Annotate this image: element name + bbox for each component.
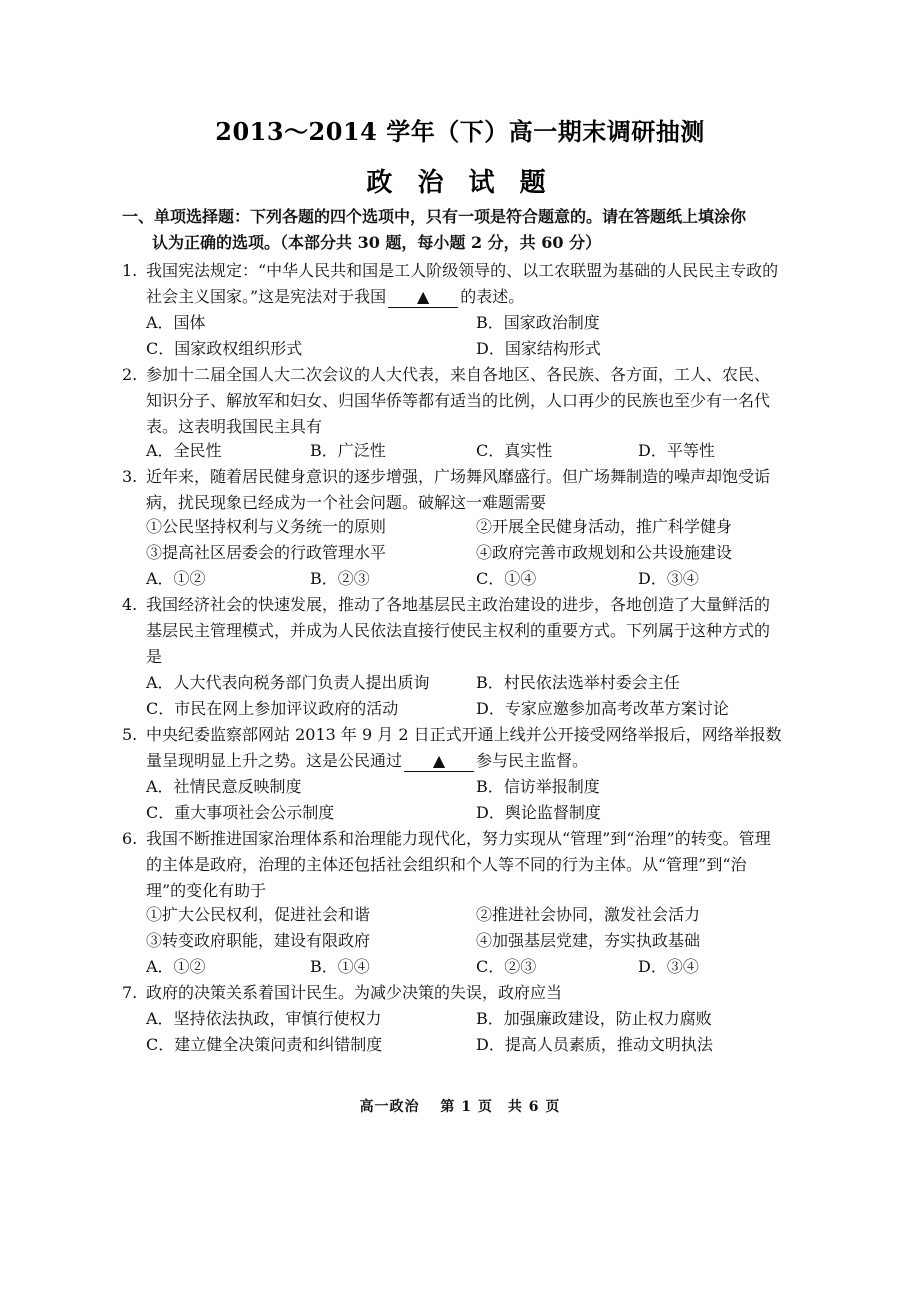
- option-d: D．提高人员素质，推动文明执法: [476, 1035, 713, 1054]
- question-stem: 我国宪法规定：“中华人民共和国是工人阶级领导的、以工农联盟为基础的人民民主专政的社会主义国家。”这是宪法对于我国 ▲ 的表述。: [146, 261, 779, 306]
- question-stem: 近年来，随着居民健身意识的逐步增强，广场舞风靡盛行。但广场舞制造的噪声却饱受诟病，扰民现象已经成为一个社会问题。破解这一难题需要: [146, 467, 771, 512]
- option-b: B．信访举报制度: [476, 777, 600, 796]
- triangle-icon: ▲: [432, 751, 446, 770]
- question-number: 3.: [122, 467, 138, 486]
- option-b: B．加强廉政建设，防止权力腐败: [476, 1009, 712, 1028]
- question-4-options-row-2: [146, 696, 766, 722]
- option-a: A．国体: [146, 313, 206, 332]
- question-5-options-row-1: [146, 774, 766, 800]
- statement-1: ①扩大公民权利，促进社会和谐: [146, 905, 371, 924]
- option-c: C．①④: [476, 569, 537, 588]
- question-4: [122, 592, 782, 670]
- question-2-options: [146, 438, 766, 464]
- option-c: C．市民在网上参加评议政府的活动: [146, 699, 399, 718]
- question-number: 1.: [122, 261, 138, 280]
- statement-1: ①公民坚持权利与义务统一的原则: [146, 517, 387, 536]
- option-a: A．坚持依法执政，审慎行使权力: [146, 1009, 382, 1028]
- option-d: D．国家结构形式: [476, 339, 601, 358]
- question-number: 7.: [122, 983, 138, 1002]
- statement-2: ②开展全民健身活动，推广科学健身: [476, 517, 733, 536]
- question-number: 2.: [122, 365, 138, 384]
- statement-3: ③提高社区居委会的行政管理水平: [146, 543, 387, 562]
- answer-blank: [388, 287, 458, 308]
- question-5: [122, 722, 782, 774]
- section-instructions: [122, 204, 782, 256]
- question-6-items-row-2: [146, 928, 766, 954]
- statement-4: ④政府完善市政规划和公共设施建设: [476, 543, 733, 562]
- question-stem: 中央纪委监察部网站 2013 年 9 月 2 日正式开通上线并公开接受网络举报后，网络举报数量呈现明显上升之势。这是公民通过 ▲ 参与民主监督。: [146, 725, 782, 770]
- page-footer: 高一政治 第 1 页 共 6 页: [359, 1099, 561, 1115]
- question-5-options-row-2: [146, 800, 766, 826]
- option-d: D．③④: [638, 569, 699, 588]
- question-stem: 政府的决策关系着国计民生。为减少决策的失误，政府应当: [146, 983, 563, 1002]
- question-6-items-row-1: [146, 902, 766, 928]
- question-1-options-row-1: [146, 310, 766, 336]
- option-b: B．①④: [310, 957, 370, 976]
- statement-2: ②推进社会协同，激发社会活力: [476, 905, 701, 924]
- question-3-options: [146, 566, 766, 592]
- option-a: A．全民性: [146, 441, 222, 460]
- question-7-options-row-2: [146, 1032, 766, 1058]
- option-d: D．专家应邀参加高考改革方案讨论: [476, 699, 729, 718]
- question-2: [122, 362, 782, 440]
- option-b: B．广泛性: [310, 441, 386, 460]
- question-3-items-row-1: [146, 514, 766, 540]
- question-number: 4.: [122, 595, 138, 614]
- option-a: A．①②: [146, 569, 206, 588]
- question-6-options: [146, 954, 766, 980]
- option-c: C．真实性: [476, 441, 553, 460]
- option-a: A．人大代表向税务部门负责人提出质询: [146, 673, 430, 692]
- triangle-icon: ▲: [417, 287, 430, 306]
- question-stem: 我国经济社会的快速发展，推动了各地基层民主政治建设的进步，各地创造了大量鲜活的基层民主管理模式，并成为人民依法直接行使民主权利的重要方式。下列属于这种方式的是: [146, 595, 771, 666]
- question-number: 6.: [122, 829, 138, 848]
- option-b: B．村民依法选举村委会主任: [476, 673, 680, 692]
- option-c: C．重大事项社会公示制度: [146, 803, 335, 822]
- exam-subject: 政 治 试 题: [366, 168, 554, 198]
- question-number: 5.: [122, 725, 138, 744]
- question-4-options-row-1: [146, 670, 766, 696]
- question-7-options-row-1: [146, 1006, 766, 1032]
- section-line-1: 一、单项选择题：下列各题的四个选项中，只有一项是符合题意的。请在答题纸上填涂你: [122, 207, 747, 226]
- exam-title: 2013～2014 学年（下）高一期末调研抽测: [215, 117, 705, 146]
- section-line-2: 认为正确的选项。（本部分共 30 题，每小题 2 分，共 60 分）: [152, 233, 602, 252]
- option-d: D．③④: [638, 957, 699, 976]
- option-c: C．建立健全决策问责和纠错制度: [146, 1035, 383, 1054]
- question-stem: 我国不断推进国家治理体系和治理能力现代化，努力实现从“管理”到“治理”的转变。管理的主体是政府，治理的主体还包括社会组织和个人等不同的行为主体。从“管理”到“治理”的变化有助于: [146, 829, 771, 900]
- question-6: [122, 826, 782, 904]
- question-7: [122, 980, 782, 1006]
- question-1-options-row-2: [146, 336, 766, 362]
- option-d: D．平等性: [638, 441, 715, 460]
- answer-blank: [404, 751, 474, 772]
- option-b: B．国家政治制度: [476, 313, 600, 332]
- question-stem: 参加十二届全国人大二次会议的人大代表，来自各地区、各民族、各方面，工人、农民、知识分子、解放军和妇女、归国华侨等都有适当的比例，人口再少的民族也至少有一名代表。这表明我国民主具有: [146, 365, 771, 436]
- statement-3: ③转变政府职能，建设有限政府: [146, 931, 371, 950]
- statement-4: ④加强基层党建，夯实执政基础: [476, 931, 701, 950]
- option-c: C．②③: [476, 957, 537, 976]
- question-3-items-row-2: [146, 540, 766, 566]
- option-b: B．②③: [310, 569, 370, 588]
- option-d: D．舆论监督制度: [476, 803, 601, 822]
- option-a: A．社情民意反映制度: [146, 777, 302, 796]
- question-1: [122, 258, 782, 310]
- question-3: [122, 464, 782, 516]
- option-c: C．国家政权组织形式: [146, 339, 303, 358]
- option-a: A．①②: [146, 957, 206, 976]
